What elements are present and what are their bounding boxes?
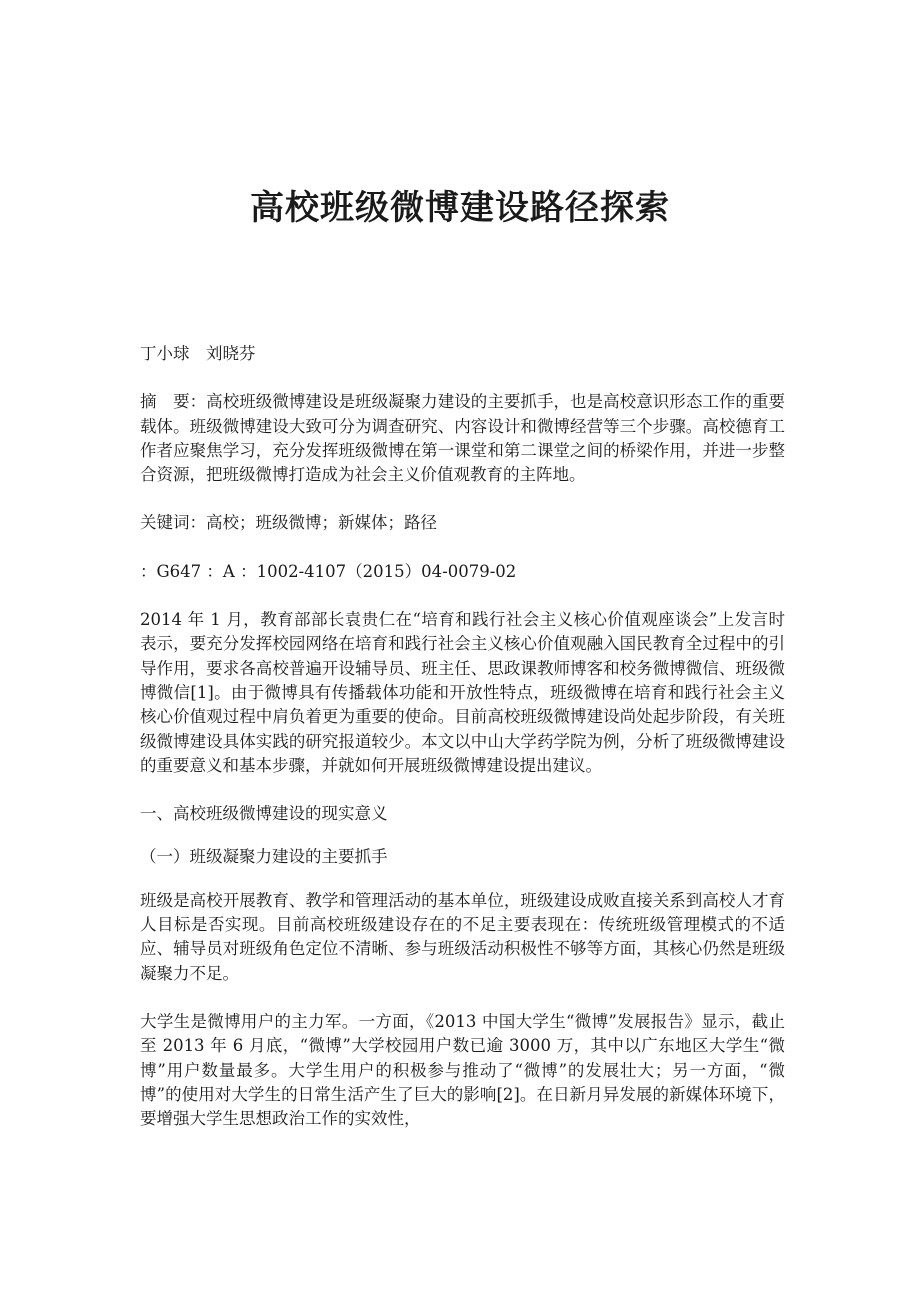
section-heading: 一、高校班级微博建设的现实意义 <box>140 804 388 824</box>
author-line: 丁小球 刘晓芬 <box>140 344 256 363</box>
body-paragraph: 班级是高校开展教育、教学和管理活动的基本单位，班级建设成败直接关系到高校人才育人目标是否实现。目前高校班级建设存在的不足主要表现在：传统班级管理模式的不适应、辅导员对班级角色定位不清晰、参与班级活动积极性不够等方面，其核心仍然是班级凝聚力不足。 <box>140 890 785 983</box>
paper-title: 高校班级微博建设路径探索 <box>250 188 670 228</box>
classification-line: ：G647 ：A ：1002-4107（2015）04-0079-02 <box>140 561 517 581</box>
subsection-heading: （一）班级凝聚力建设的主要抓手 <box>140 847 388 867</box>
keywords-text: 高校；班级微博；新媒体；路径 <box>206 513 437 533</box>
keywords <box>140 511 785 535</box>
abstract <box>140 390 785 487</box>
keywords-label: 关键词： <box>140 513 206 533</box>
abstract-label: 摘 要： <box>140 392 207 412</box>
abstract-text: 高校班级微博建设是班级凝聚力建设的主要抓手，也是高校意识形态工作的重要载体。班级微博建设大致可分为调查研究、内容设计和微博经营等三个步骤。高校德育工作者应聚焦学习，充分发挥班级微博在第一课堂和第二课堂之间的桥梁作用，并进一步整合资源，把班级微博打造成为社会主义价值观教育的主阵地。 <box>140 392 786 485</box>
body-paragraph: 大学生是微博用户的主力军。一方面，《2013 中国大学生“微博”发展报告》显示，截止至 2013 年 6 月底，“微博”大学校园用户数已逾 3000 万，其中以广东地区大学生“微博”用户数量最多。大学生用户的积极参与推动了“微博”的发展壮大；另一方面，“微博”的使用对大学生的日常生活产生了巨大的影响[2]。在日新月异发展的新媒体环境下，要增强大学生思想政治工作的实效性， <box>140 1011 785 1129</box>
intro-paragraph: 2014 年 1 月，教育部部长袁贵仁在“培育和践行社会主义核心价值观座谈会”上发言时表示，要充分发挥校园网络在培育和践行社会主义核心价值观融入国民教育全过程中的引导作用，要求各高校普遍开设辅导员、班主任、思政课教师博客和校务微博微信、班级微博微信[1]。由于微博具有传播载体功能和开放性特点，班级微博在培育和践行社会主义核心价值观过程中肩负着更为重要的使命。目前高校班级微博建设尚处起步阶段，有关班级微博建设具体实践的研究报道较少。本文以中山大学药学院为例，分析了班级微博建设的重要意义和基本步骤，并就如何开展班级微博建设提出建议。 <box>140 610 785 775</box>
paper-body <box>140 342 785 1155</box>
